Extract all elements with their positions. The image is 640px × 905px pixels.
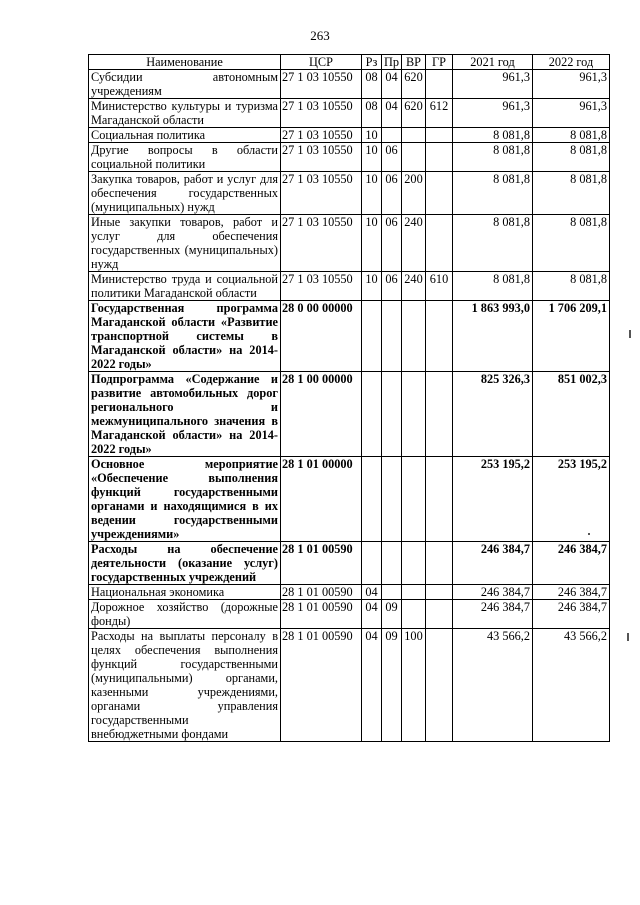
cell-csr: 27 1 03 10550 [281,128,362,143]
cell-gr: 612 [426,99,453,128]
cell-csr: 27 1 03 10550 [281,99,362,128]
header-vr: ВР [402,55,426,70]
cell-y2022: 961,3 [533,70,610,99]
table-row [89,600,610,629]
cell-rz [362,372,382,457]
cell-pr [382,542,402,585]
table-row [89,301,610,372]
cell-vr [402,600,426,629]
cell-y2022: 253 195,2 [533,457,610,542]
cell-csr: 28 1 01 00000 [281,457,362,542]
cell-y2022: 43 566,2 [533,629,610,742]
cell-y2022: 1 706 209,1 [533,301,610,372]
cell-csr: 27 1 03 10550 [281,172,362,215]
cell-y2021: 825 326,3 [453,372,533,457]
scan-mark [627,633,629,641]
table-row [89,457,610,542]
cell-y2022: 8 081,8 [533,172,610,215]
cell-name: Министерство труда и социальной политики Магаданской области [89,272,281,301]
cell-gr [426,457,453,542]
table-row [89,99,610,128]
cell-vr: 620 [402,99,426,128]
cell-y2021: 961,3 [453,70,533,99]
cell-rz: 04 [362,629,382,742]
cell-vr [402,542,426,585]
cell-name: Субсидии автономным учреждениям [89,70,281,99]
header-2022: 2022 год [533,55,610,70]
cell-rz: 10 [362,128,382,143]
table-row [89,215,610,272]
cell-rz: 08 [362,70,382,99]
header-pr: Пр [382,55,402,70]
cell-y2021: 8 081,8 [453,272,533,301]
cell-y2022: 8 081,8 [533,272,610,301]
cell-name: Расходы на обеспечение деятельности (оказание услуг) государственных учреждений [89,542,281,585]
cell-csr: 28 1 01 00590 [281,542,362,585]
cell-gr [426,172,453,215]
cell-pr [382,457,402,542]
cell-csr: 27 1 03 10550 [281,143,362,172]
cell-name: Министерство культуры и туризма Магаданской области [89,99,281,128]
cell-rz: 04 [362,600,382,629]
cell-gr [426,128,453,143]
cell-csr: 28 1 00 00000 [281,372,362,457]
cell-gr: 610 [426,272,453,301]
table-row [89,629,610,742]
cell-csr: 28 1 01 00590 [281,629,362,742]
cell-y2021: 8 081,8 [453,172,533,215]
cell-csr: 28 0 00 00000 [281,301,362,372]
cell-pr: 06 [382,143,402,172]
cell-gr [426,215,453,272]
cell-vr [402,457,426,542]
cell-pr [382,372,402,457]
cell-gr [426,301,453,372]
cell-vr: 240 [402,215,426,272]
cell-y2021: 8 081,8 [453,215,533,272]
cell-y2021: 246 384,7 [453,585,533,600]
budget-table [88,54,610,742]
cell-rz: 10 [362,172,382,215]
scan-mark [629,330,631,338]
cell-pr [382,128,402,143]
table-body [89,70,610,742]
cell-pr: 06 [382,215,402,272]
cell-y2022: 851 002,3 [533,372,610,457]
cell-vr [402,372,426,457]
table-row [89,542,610,585]
cell-y2021: 1 863 993,0 [453,301,533,372]
table-row [89,143,610,172]
cell-pr [382,301,402,372]
cell-y2022: 8 081,8 [533,128,610,143]
header-name: Наименование [89,55,281,70]
cell-vr [402,128,426,143]
cell-vr: 240 [402,272,426,301]
cell-pr: 09 [382,629,402,742]
cell-pr: 04 [382,70,402,99]
cell-rz [362,457,382,542]
cell-csr: 28 1 01 00590 [281,600,362,629]
cell-y2021: 8 081,8 [453,143,533,172]
cell-y2021: 961,3 [453,99,533,128]
header-rz: Рз [362,55,382,70]
cell-y2022: 246 384,7 [533,585,610,600]
cell-pr: 04 [382,99,402,128]
header-csr: ЦСР [281,55,362,70]
cell-name: Подпрограмма «Содержание и развитие автомобильных дорог регионального и межмуниципального значения в Магаданской области» на 2014-2022 годы» [89,372,281,457]
cell-gr [426,629,453,742]
header-2021: 2021 год [453,55,533,70]
cell-csr: 27 1 03 10550 [281,70,362,99]
table-header-row [89,55,610,70]
cell-rz: 10 [362,272,382,301]
cell-csr: 28 1 01 00590 [281,585,362,600]
cell-y2022: 246 384,7 [533,542,610,585]
cell-y2022: 8 081,8 [533,215,610,272]
cell-vr: 200 [402,172,426,215]
table-row [89,585,610,600]
cell-name: Иные закупки товаров, работ и услуг для обеспечения государственных (муниципальных) нужд [89,215,281,272]
cell-rz: 08 [362,99,382,128]
cell-pr: 09 [382,600,402,629]
page-number: 263 [310,28,330,43]
cell-y2021: 246 384,7 [453,600,533,629]
cell-y2021: 43 566,2 [453,629,533,742]
cell-gr [426,542,453,585]
cell-pr [382,585,402,600]
cell-y2022: 246 384,7 [533,600,610,629]
cell-gr [426,372,453,457]
cell-name: Закупка товаров, работ и услуг для обеспечения государственных (муниципальных) нужд [89,172,281,215]
cell-vr: 100 [402,629,426,742]
cell-y2022: 8 081,8 [533,143,610,172]
cell-rz [362,542,382,585]
cell-csr: 27 1 03 10550 [281,215,362,272]
scan-mark [588,533,590,535]
cell-name: Государственная программа Магаданской области «Развитие транспортной системы в Магаданской области» на 2014-2022 годы» [89,301,281,372]
table-row [89,372,610,457]
table-row [89,172,610,215]
table-row [89,70,610,99]
cell-vr [402,585,426,600]
header-gr: ГР [426,55,453,70]
cell-rz: 10 [362,215,382,272]
cell-gr [426,600,453,629]
cell-name: Расходы на выплаты персоналу в целях обеспечения выполнения функций государственными (муниципальными) органами, казенными учреждениями, органами управления государственными внебюджетными фондами [89,629,281,742]
cell-gr [426,585,453,600]
cell-vr [402,301,426,372]
cell-name: Дорожное хозяйство (дорожные фонды) [89,600,281,629]
cell-gr [426,70,453,99]
cell-y2021: 253 195,2 [453,457,533,542]
table-row [89,272,610,301]
cell-y2022: 961,3 [533,99,610,128]
cell-rz: 04 [362,585,382,600]
cell-name: Национальная экономика [89,585,281,600]
cell-name: Основное мероприятие «Обеспечение выполнения функций государственными органами и находящимися в их ведении государственными учреждениями» [89,457,281,542]
table-row [89,128,610,143]
cell-name: Социальная политика [89,128,281,143]
cell-gr [426,143,453,172]
cell-vr [402,143,426,172]
cell-csr: 27 1 03 10550 [281,272,362,301]
cell-rz: 10 [362,143,382,172]
cell-vr: 620 [402,70,426,99]
cell-y2021: 8 081,8 [453,128,533,143]
cell-name: Другие вопросы в области социальной политики [89,143,281,172]
cell-pr: 06 [382,172,402,215]
cell-rz [362,301,382,372]
cell-pr: 06 [382,272,402,301]
cell-y2021: 246 384,7 [453,542,533,585]
